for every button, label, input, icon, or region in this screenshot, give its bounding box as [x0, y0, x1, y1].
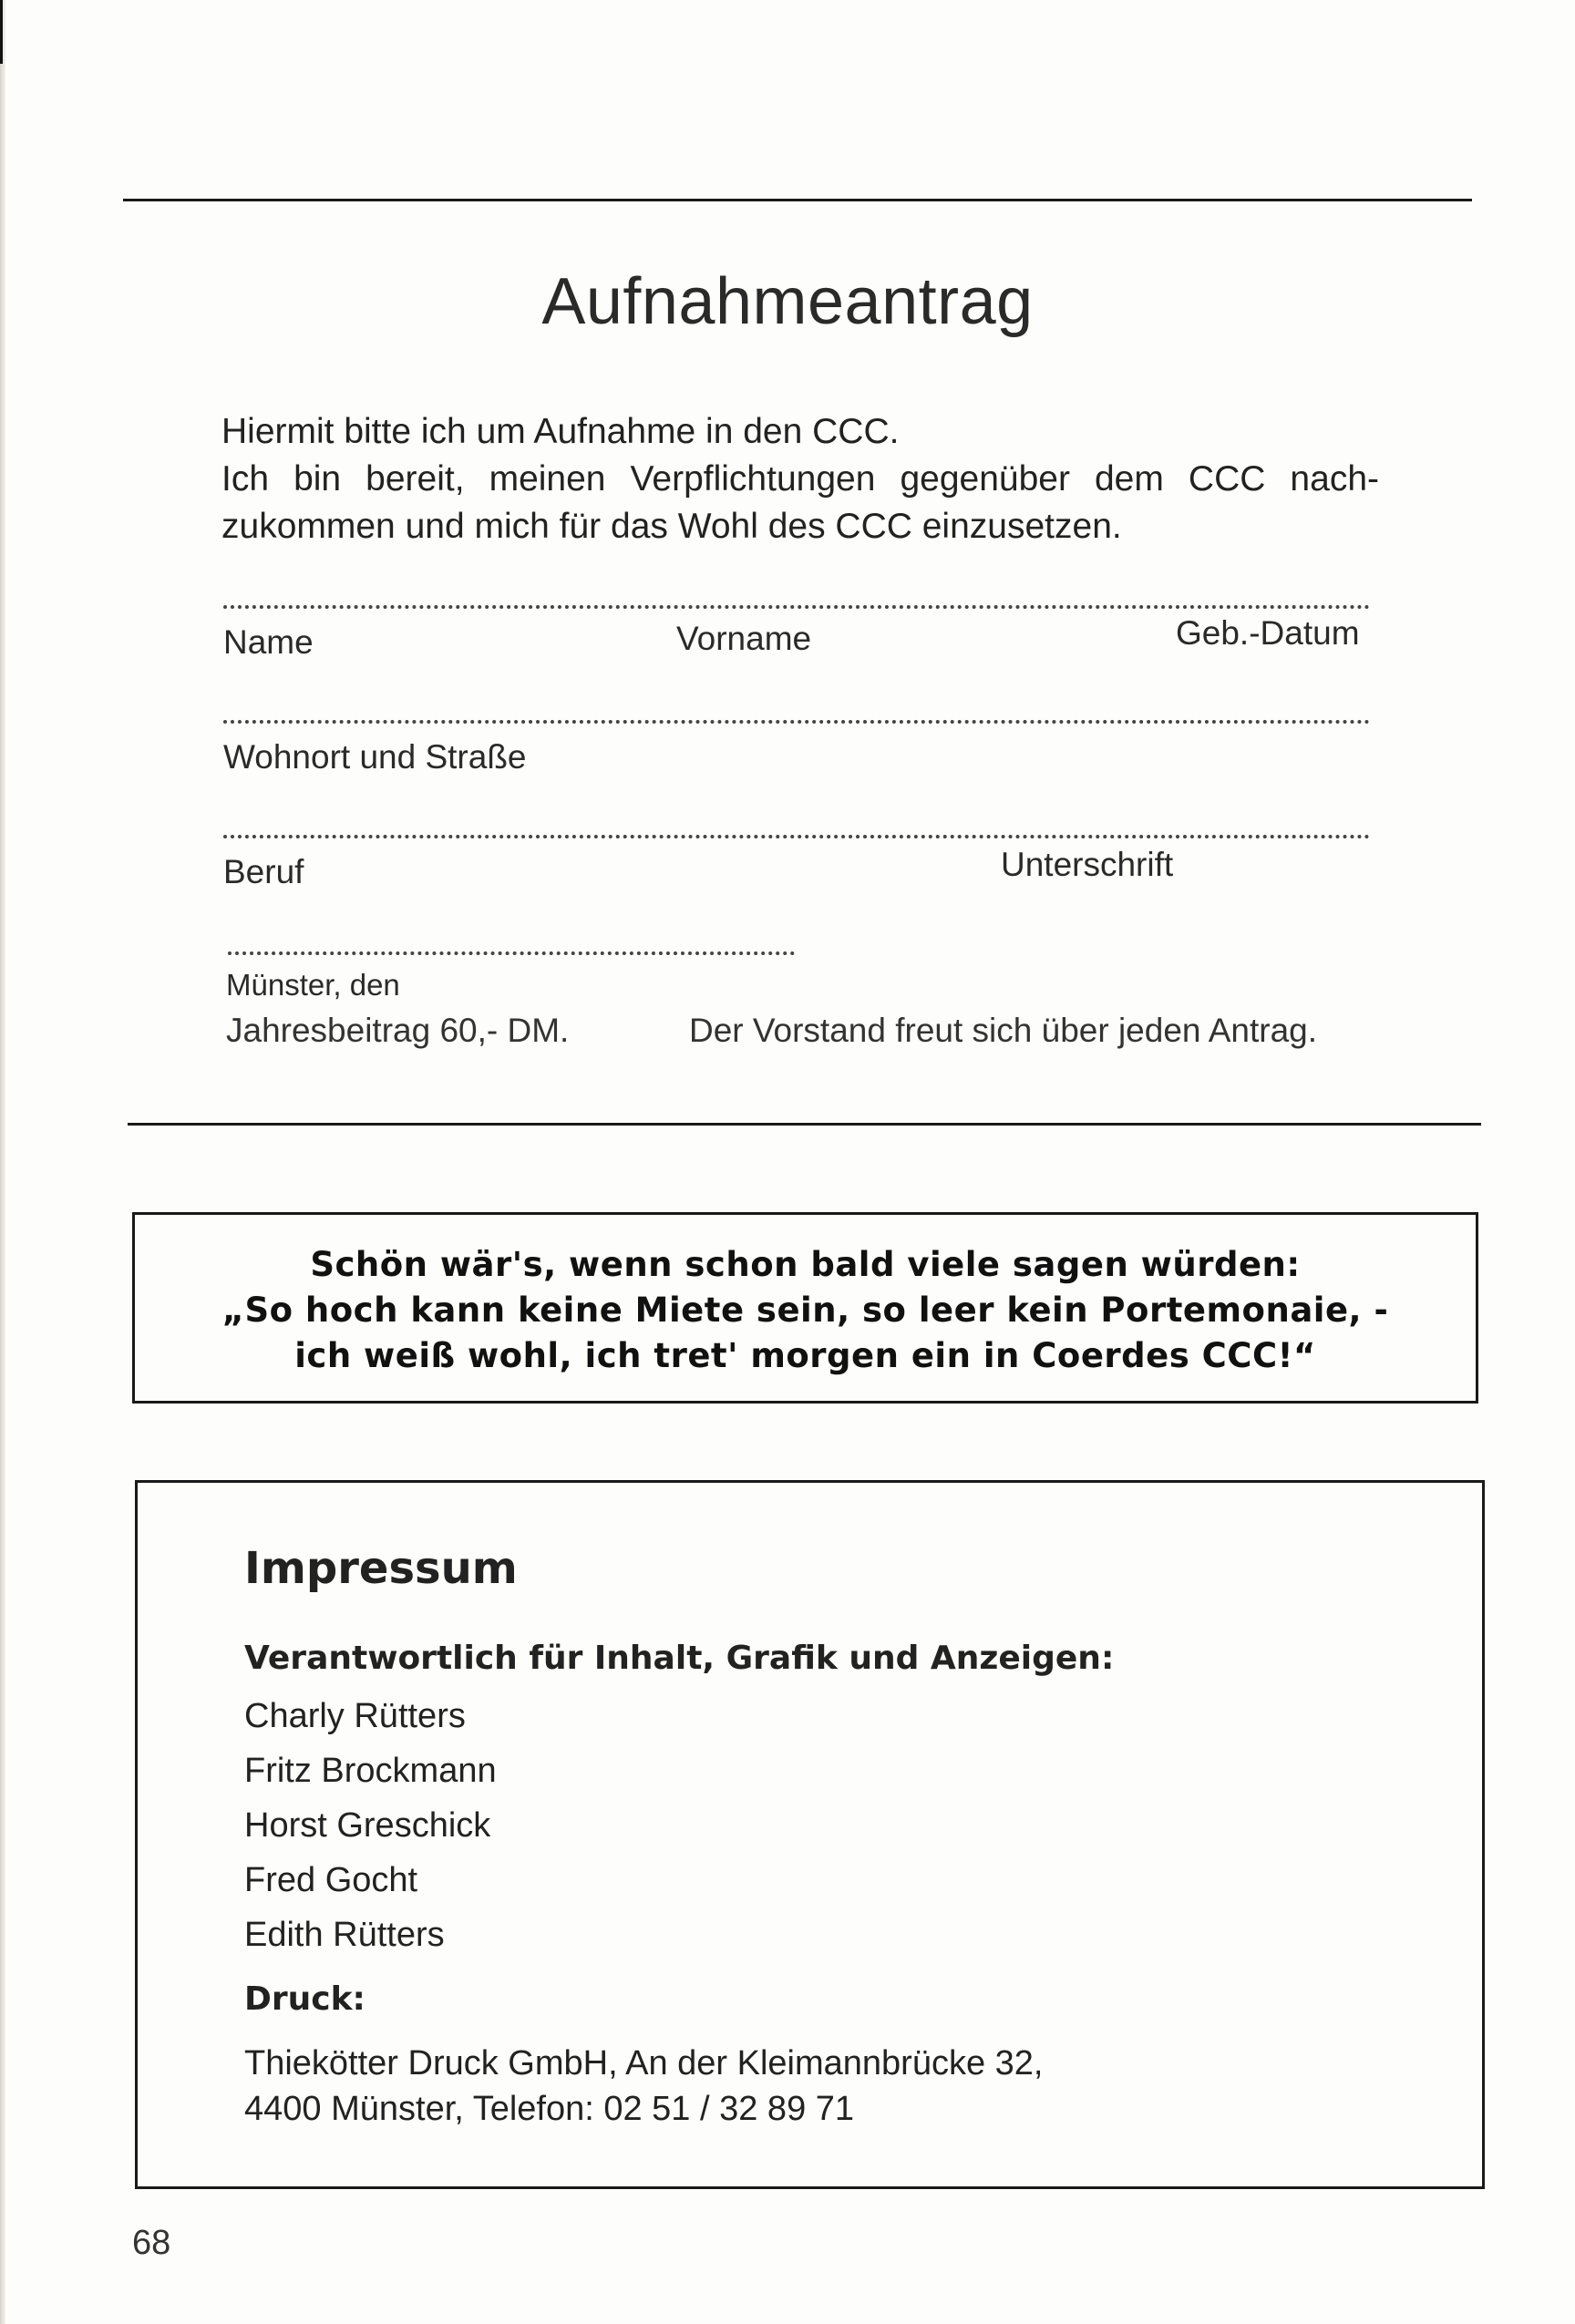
edge-mark — [0, 0, 3, 64]
responsible-names — [244, 1689, 497, 1962]
intro-line-1: Hiermit bitte ich um Aufnahme in den CCC. — [221, 412, 900, 451]
vorstand-note: Der Vorstand freut sich über jeden Antrag. — [689, 1012, 1318, 1049]
list-item: Edith Rütters — [244, 1916, 445, 1954]
list-item: Charly Rütters — [244, 1697, 466, 1735]
quote-line-1: Schön wär's, wenn schon bald viele sagen würden: — [310, 1245, 1301, 1284]
quote-box — [132, 1212, 1478, 1404]
beruf-label: Beruf — [223, 853, 304, 890]
druck-address — [244, 2041, 1044, 2132]
vorname-label: Vorname — [676, 620, 812, 657]
list-item: Fred Gocht — [244, 1861, 418, 1899]
list-item: Horst Greschick — [244, 1806, 491, 1845]
druck-address-line-1: Thiekötter Druck GmbH, An der Kleimannbrücke 32, — [244, 2044, 1044, 2082]
beruf-field-line[interactable] — [223, 835, 1370, 838]
list-item: Fritz Brockmann — [244, 1752, 497, 1790]
ort-datum-field-line[interactable] — [228, 951, 795, 955]
bottom-rule — [128, 1123, 1481, 1126]
name-field-line[interactable] — [223, 605, 1370, 609]
top-rule — [123, 199, 1472, 201]
unterschrift-label: Unterschrift — [1001, 846, 1174, 883]
page-number: 68 — [132, 2224, 171, 2262]
name-label: Name — [223, 623, 314, 661]
responsible-label: Verantwortlich für Inhalt, Grafik und Anzeigen: — [244, 1640, 1115, 1677]
beitrag-text: Jahresbeitrag 60,- DM. — [226, 1012, 570, 1049]
intro-line-2: Ich bin bereit, meinen Verpflichtungen gegenüber dem CCC nach- — [221, 459, 1379, 499]
wohnort-label: Wohnort und Straße — [223, 738, 527, 776]
form-intro — [221, 408, 1379, 550]
quote-line-2: „So hoch kann keine Miete sein, so leer kein Portemonaie, - — [221, 1291, 1389, 1330]
form-title: Aufnahmeantrag — [541, 265, 1034, 338]
druck-address-line-2: 4400 Münster, Telefon: 02 51 / 32 89 71 — [244, 2090, 855, 2128]
wohnort-field-line[interactable] — [223, 720, 1370, 724]
quote-line-3: ich weiß wohl, ich tret' morgen ein in Coerdes CCC!“ — [294, 1336, 1316, 1375]
impressum-box — [135, 1480, 1485, 2189]
geb-datum-label: Geb.-Datum — [1176, 614, 1360, 652]
page-edge — [0, 0, 5, 2324]
ort-datum-label: Münster, den — [226, 968, 400, 1002]
druck-label: Druck: — [244, 1980, 365, 2018]
intro-line-3: zukommen und mich für das Wohl des CCC einzusetzen. — [221, 507, 1122, 546]
impressum-heading: Impressum — [244, 1543, 518, 1594]
